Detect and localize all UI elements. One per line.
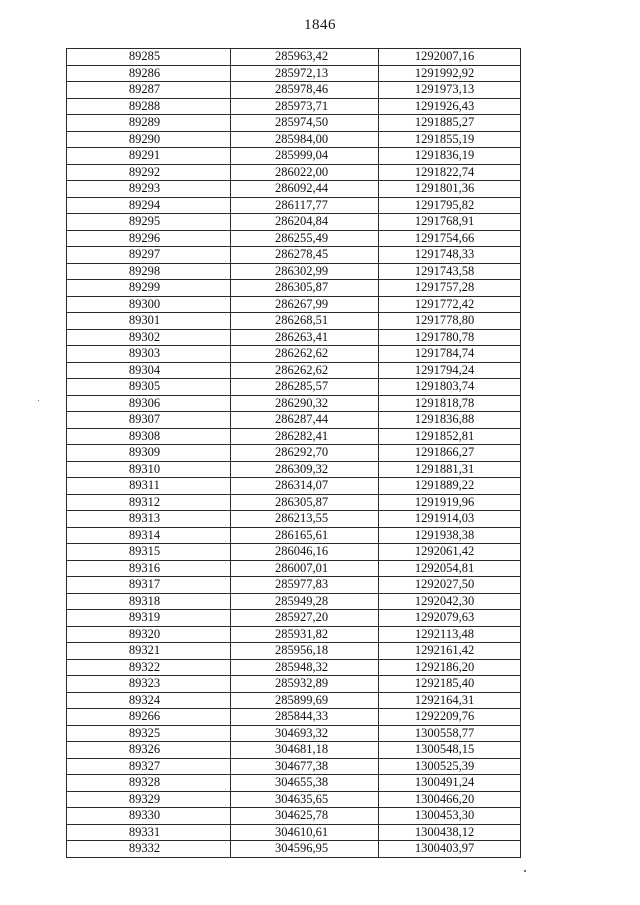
table-row: [67, 379, 521, 396]
x-coordinate-cell: 286267,99: [231, 296, 379, 313]
x-coordinate-cell: 285927,20: [231, 610, 379, 627]
point-id-cell: 89316: [67, 560, 231, 577]
x-coordinate-cell: 286287,44: [231, 412, 379, 429]
x-coordinate-cell: 285999,04: [231, 148, 379, 165]
y-coordinate-cell: 1291938,38: [379, 527, 521, 544]
scan-speck: [38, 400, 39, 401]
point-id-cell: 89294: [67, 197, 231, 214]
point-id-cell: 89324: [67, 692, 231, 709]
table-row: [67, 461, 521, 478]
table-row: [67, 164, 521, 181]
point-id-cell: 89323: [67, 676, 231, 693]
x-coordinate-cell: 286268,51: [231, 313, 379, 330]
x-coordinate-cell: 286117,77: [231, 197, 379, 214]
y-coordinate-cell: 1291743,58: [379, 263, 521, 280]
y-coordinate-cell: 1291801,36: [379, 181, 521, 198]
table-row: [67, 758, 521, 775]
y-coordinate-cell: 1292007,16: [379, 49, 521, 66]
table-row: [67, 659, 521, 676]
point-id-cell: 89327: [67, 758, 231, 775]
point-id-cell: 89306: [67, 395, 231, 412]
table-row: [67, 808, 521, 825]
y-coordinate-cell: 1291748,33: [379, 247, 521, 264]
x-coordinate-cell: 304655,38: [231, 775, 379, 792]
y-coordinate-cell: 1292161,42: [379, 643, 521, 660]
point-id-cell: 89295: [67, 214, 231, 231]
table-row: [67, 65, 521, 82]
table-row: [67, 676, 521, 693]
table-row: [67, 544, 521, 561]
y-coordinate-cell: 1291754,66: [379, 230, 521, 247]
point-id-cell: 89330: [67, 808, 231, 825]
table-row: [67, 395, 521, 412]
table-row: [67, 181, 521, 198]
point-id-cell: 89301: [67, 313, 231, 330]
x-coordinate-cell: 286022,00: [231, 164, 379, 181]
table-row: [67, 841, 521, 858]
point-id-cell: 89307: [67, 412, 231, 429]
point-id-cell: 89286: [67, 65, 231, 82]
y-coordinate-cell: 1291836,19: [379, 148, 521, 165]
x-coordinate-cell: 285948,32: [231, 659, 379, 676]
y-coordinate-cell: 1291803,74: [379, 379, 521, 396]
y-coordinate-cell: 1300466,20: [379, 791, 521, 808]
table-row: [67, 148, 521, 165]
table-row: [67, 775, 521, 792]
x-coordinate-cell: 286285,57: [231, 379, 379, 396]
y-coordinate-cell: 1300558,77: [379, 725, 521, 742]
table-row: [67, 610, 521, 627]
point-id-cell: 89266: [67, 709, 231, 726]
y-coordinate-cell: 1292186,20: [379, 659, 521, 676]
y-coordinate-cell: 1292054,81: [379, 560, 521, 577]
y-coordinate-cell: 1291784,74: [379, 346, 521, 363]
y-coordinate-cell: 1291818,78: [379, 395, 521, 412]
point-id-cell: 89322: [67, 659, 231, 676]
x-coordinate-cell: 286305,87: [231, 494, 379, 511]
y-coordinate-cell: 1291926,43: [379, 98, 521, 115]
point-id-cell: 89309: [67, 445, 231, 462]
x-coordinate-cell: 304596,95: [231, 841, 379, 858]
point-id-cell: 89325: [67, 725, 231, 742]
y-coordinate-cell: 1292113,48: [379, 626, 521, 643]
table-row: [67, 560, 521, 577]
table-row: [67, 643, 521, 660]
point-id-cell: 89328: [67, 775, 231, 792]
x-coordinate-cell: 304610,61: [231, 824, 379, 841]
table-row: [67, 49, 521, 66]
point-id-cell: 89300: [67, 296, 231, 313]
point-id-cell: 89288: [67, 98, 231, 115]
y-coordinate-cell: 1291919,96: [379, 494, 521, 511]
x-coordinate-cell: 286165,61: [231, 527, 379, 544]
x-coordinate-cell: 285973,71: [231, 98, 379, 115]
x-coordinate-cell: 286278,45: [231, 247, 379, 264]
table-row: [67, 412, 521, 429]
table-row: [67, 230, 521, 247]
y-coordinate-cell: 1291866,27: [379, 445, 521, 462]
table-row: [67, 709, 521, 726]
y-coordinate-cell: 1291795,82: [379, 197, 521, 214]
table-row: [67, 197, 521, 214]
x-coordinate-cell: 286213,55: [231, 511, 379, 528]
table-row: [67, 131, 521, 148]
y-coordinate-cell: 1291885,27: [379, 115, 521, 132]
y-coordinate-cell: 1291855,19: [379, 131, 521, 148]
table-row: [67, 824, 521, 841]
x-coordinate-cell: 304681,18: [231, 742, 379, 759]
x-coordinate-cell: 286262,62: [231, 362, 379, 379]
table-row: [67, 527, 521, 544]
x-coordinate-cell: 304693,32: [231, 725, 379, 742]
y-coordinate-cell: 1291973,13: [379, 82, 521, 99]
y-coordinate-cell: 1300438,12: [379, 824, 521, 841]
y-coordinate-cell: 1291992,92: [379, 65, 521, 82]
table-row: [67, 626, 521, 643]
x-coordinate-cell: 285932,89: [231, 676, 379, 693]
y-coordinate-cell: 1300525,39: [379, 758, 521, 775]
y-coordinate-cell: 1292185,40: [379, 676, 521, 693]
y-coordinate-cell: 1292209,76: [379, 709, 521, 726]
point-id-cell: 89289: [67, 115, 231, 132]
y-coordinate-cell: 1291881,31: [379, 461, 521, 478]
point-id-cell: 89329: [67, 791, 231, 808]
y-coordinate-cell: 1291852,81: [379, 428, 521, 445]
y-coordinate-cell: 1300453,30: [379, 808, 521, 825]
table-row: [67, 742, 521, 759]
point-id-cell: 89299: [67, 280, 231, 297]
point-id-cell: 89314: [67, 527, 231, 544]
table-row: [67, 329, 521, 346]
point-id-cell: 89290: [67, 131, 231, 148]
x-coordinate-cell: 285949,28: [231, 593, 379, 610]
scan-speck: [524, 870, 526, 872]
x-coordinate-cell: 285931,82: [231, 626, 379, 643]
table-row: [67, 247, 521, 264]
x-coordinate-cell: 286282,41: [231, 428, 379, 445]
point-id-cell: 89313: [67, 511, 231, 528]
x-coordinate-cell: 286263,41: [231, 329, 379, 346]
table-row: [67, 511, 521, 528]
table-row: [67, 214, 521, 231]
point-id-cell: 89326: [67, 742, 231, 759]
x-coordinate-cell: 286290,32: [231, 395, 379, 412]
y-coordinate-cell: 1291914,03: [379, 511, 521, 528]
table-row: [67, 313, 521, 330]
table-row: [67, 263, 521, 280]
point-id-cell: 89285: [67, 49, 231, 66]
coordinates-table: [66, 48, 521, 858]
table-row: [67, 478, 521, 495]
table-row: [67, 82, 521, 99]
x-coordinate-cell: 286092,44: [231, 181, 379, 198]
x-coordinate-cell: 286262,62: [231, 346, 379, 363]
y-coordinate-cell: 1292027,50: [379, 577, 521, 594]
x-coordinate-cell: 286204,84: [231, 214, 379, 231]
point-id-cell: 89317: [67, 577, 231, 594]
point-id-cell: 89292: [67, 164, 231, 181]
y-coordinate-cell: 1291822,74: [379, 164, 521, 181]
point-id-cell: 89320: [67, 626, 231, 643]
table-row: [67, 577, 521, 594]
point-id-cell: 89331: [67, 824, 231, 841]
x-coordinate-cell: 285974,50: [231, 115, 379, 132]
point-id-cell: 89296: [67, 230, 231, 247]
y-coordinate-cell: 1291836,88: [379, 412, 521, 429]
point-id-cell: 89291: [67, 148, 231, 165]
table-row: [67, 445, 521, 462]
y-coordinate-cell: 1291768,91: [379, 214, 521, 231]
table-row: [67, 428, 521, 445]
point-id-cell: 89305: [67, 379, 231, 396]
y-coordinate-cell: 1300548,15: [379, 742, 521, 759]
x-coordinate-cell: 285899,69: [231, 692, 379, 709]
x-coordinate-cell: 286314,07: [231, 478, 379, 495]
point-id-cell: 89312: [67, 494, 231, 511]
y-coordinate-cell: 1292061,42: [379, 544, 521, 561]
point-id-cell: 89297: [67, 247, 231, 264]
x-coordinate-cell: 285978,46: [231, 82, 379, 99]
x-coordinate-cell: 286292,70: [231, 445, 379, 462]
y-coordinate-cell: 1300403,97: [379, 841, 521, 858]
table-row: [67, 725, 521, 742]
x-coordinate-cell: 285963,42: [231, 49, 379, 66]
x-coordinate-cell: 285972,13: [231, 65, 379, 82]
point-id-cell: 89304: [67, 362, 231, 379]
x-coordinate-cell: 286007,01: [231, 560, 379, 577]
y-coordinate-cell: 1291794,24: [379, 362, 521, 379]
x-coordinate-cell: 286302,99: [231, 263, 379, 280]
x-coordinate-cell: 285984,00: [231, 131, 379, 148]
point-id-cell: 89319: [67, 610, 231, 627]
y-coordinate-cell: 1291778,80: [379, 313, 521, 330]
table-row: [67, 280, 521, 297]
point-id-cell: 89293: [67, 181, 231, 198]
y-coordinate-cell: 1291757,28: [379, 280, 521, 297]
x-coordinate-cell: 304677,38: [231, 758, 379, 775]
x-coordinate-cell: 286305,87: [231, 280, 379, 297]
point-id-cell: 89332: [67, 841, 231, 858]
point-id-cell: 89302: [67, 329, 231, 346]
y-coordinate-cell: 1292079,63: [379, 610, 521, 627]
point-id-cell: 89287: [67, 82, 231, 99]
x-coordinate-cell: 286255,49: [231, 230, 379, 247]
x-coordinate-cell: 286309,32: [231, 461, 379, 478]
x-coordinate-cell: 286046,16: [231, 544, 379, 561]
table-row: [67, 115, 521, 132]
page-number: 1846: [304, 17, 336, 33]
y-coordinate-cell: 1292164,31: [379, 692, 521, 709]
y-coordinate-cell: 1291772,42: [379, 296, 521, 313]
table-row: [67, 593, 521, 610]
point-id-cell: 89311: [67, 478, 231, 495]
x-coordinate-cell: 285844,33: [231, 709, 379, 726]
point-id-cell: 89318: [67, 593, 231, 610]
y-coordinate-cell: 1291889,22: [379, 478, 521, 495]
table-row: [67, 692, 521, 709]
table-row: [67, 296, 521, 313]
point-id-cell: 89303: [67, 346, 231, 363]
point-id-cell: 89298: [67, 263, 231, 280]
table-row: [67, 362, 521, 379]
y-coordinate-cell: 1292042,30: [379, 593, 521, 610]
table-body: [67, 49, 521, 858]
point-id-cell: 89315: [67, 544, 231, 561]
y-coordinate-cell: 1291780,78: [379, 329, 521, 346]
y-coordinate-cell: 1300491,24: [379, 775, 521, 792]
x-coordinate-cell: 285977,83: [231, 577, 379, 594]
table-row: [67, 346, 521, 363]
x-coordinate-cell: 304625,78: [231, 808, 379, 825]
point-id-cell: 89321: [67, 643, 231, 660]
point-id-cell: 89308: [67, 428, 231, 445]
point-id-cell: 89310: [67, 461, 231, 478]
x-coordinate-cell: 285956,18: [231, 643, 379, 660]
x-coordinate-cell: 304635,65: [231, 791, 379, 808]
table-row: [67, 791, 521, 808]
table-row: [67, 494, 521, 511]
table-row: [67, 98, 521, 115]
